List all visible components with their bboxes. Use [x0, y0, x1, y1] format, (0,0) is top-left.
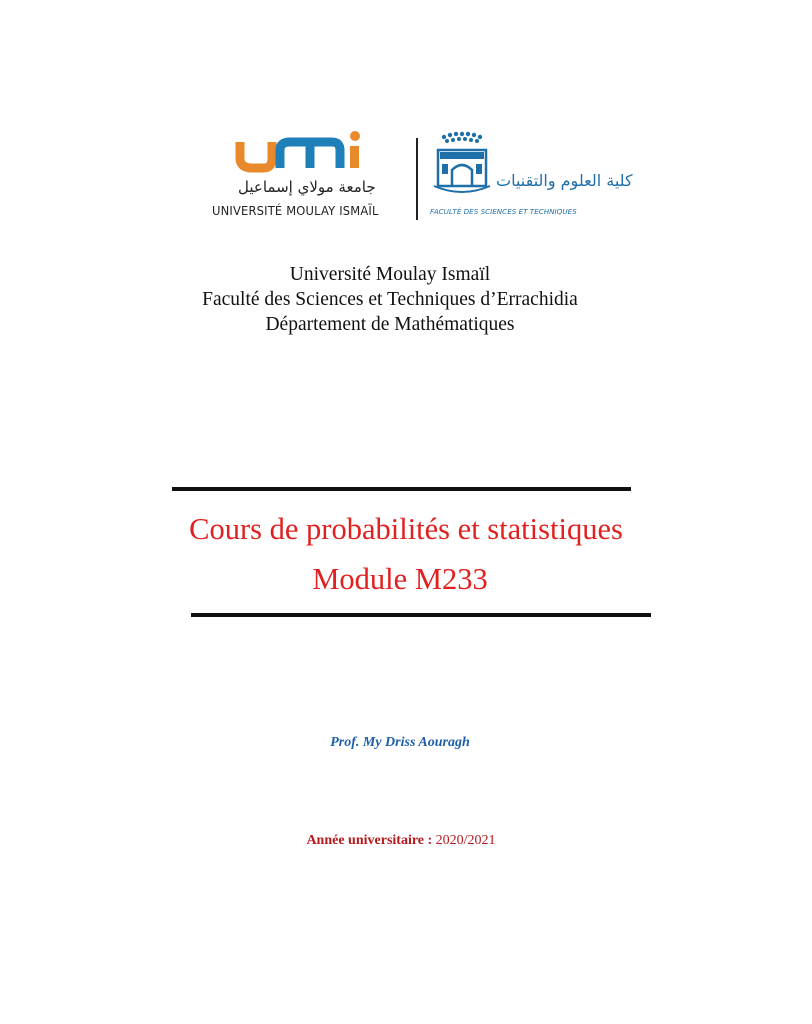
- logo-divider: [416, 138, 418, 220]
- academic-year-value: 2020/2021: [435, 833, 496, 848]
- fst-name: FACULTÉ DES SCIENCES ET TECHNIQUES: [430, 207, 577, 216]
- header-logos: [212, 128, 633, 228]
- faculty-name: Faculté des Sciences et Techniques d’Errachidia: [202, 289, 578, 310]
- module-number: 233: [441, 562, 488, 596]
- title-bottom-rule: [191, 613, 651, 617]
- academic-year-label: Année universitaire :: [306, 833, 433, 848]
- university-name: Université Moulay Ismaïl: [289, 264, 491, 285]
- title-top-rule: [172, 487, 631, 491]
- umi-arabic-name: جامعة مولاي إسماعيل: [238, 178, 376, 196]
- department-name: Département de Mathématiques: [265, 314, 515, 335]
- author-name: Prof. My Driss Aouragh: [330, 735, 470, 750]
- course-title: Cours de probabilités et statistiques: [189, 512, 623, 546]
- academic-year: [0, 833, 802, 849]
- umi-name: UNIVERSITÉ MOULAY ISMAÏL: [212, 203, 379, 218]
- institution-block: [0, 262, 780, 337]
- fst-logo: [430, 128, 633, 223]
- fst-arabic-name: كلية العلوم والتقنيات: [496, 171, 633, 190]
- module-label: Module M: [312, 562, 442, 596]
- course-module: [0, 562, 800, 597]
